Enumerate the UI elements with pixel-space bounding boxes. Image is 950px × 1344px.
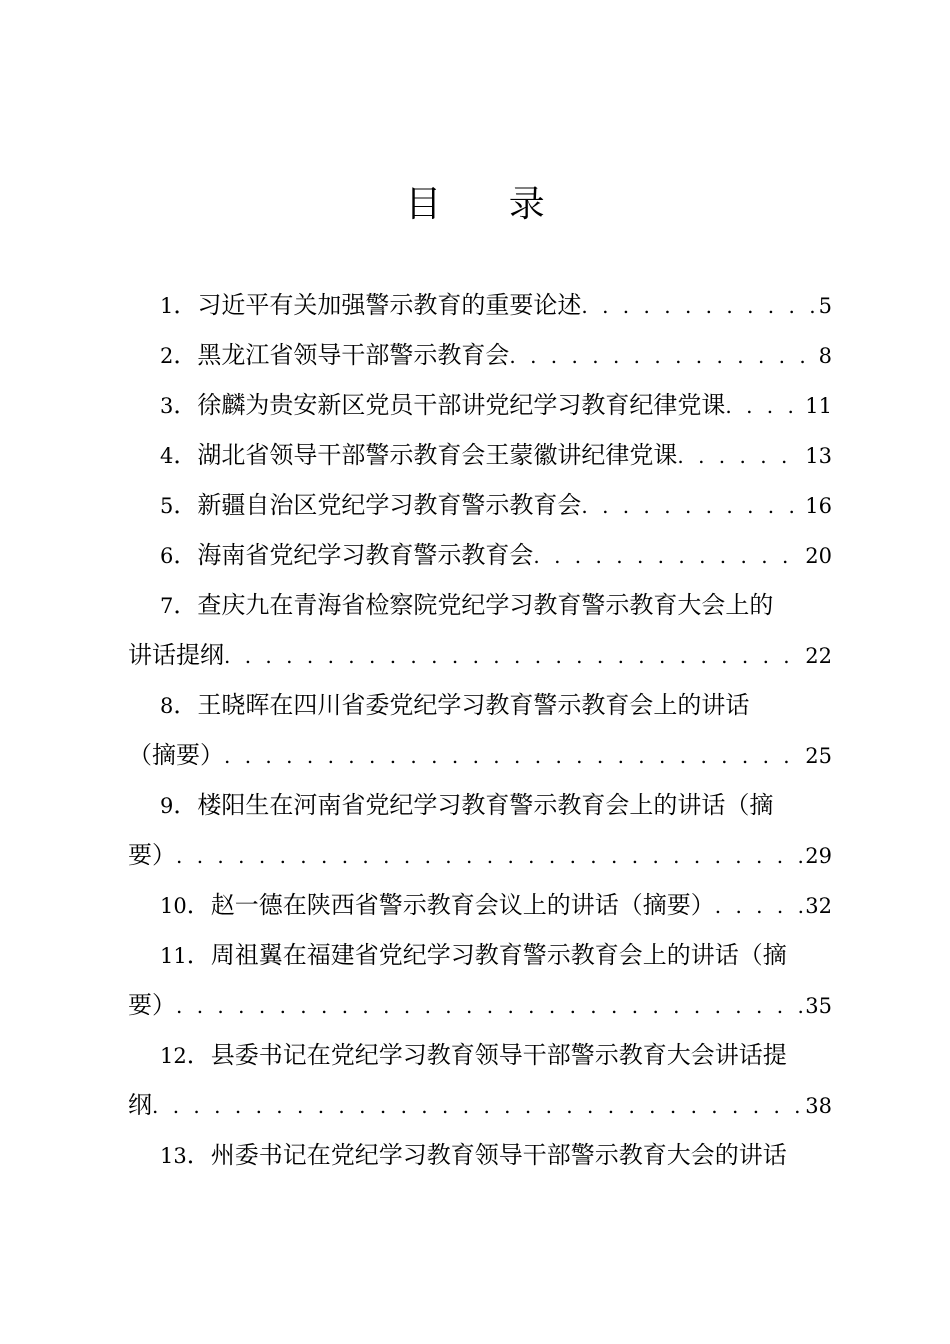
entry-number: 7 <box>160 594 174 618</box>
entry-page: 38 <box>805 1094 832 1118</box>
entry-number: 9 <box>160 794 174 818</box>
entry-title-line1: 周祖翼在福建省党纪学习教育警示教育会上的讲话（摘 <box>210 941 787 969</box>
entry-title-line1: 县委书记在党纪学习教育领导干部警示教育大会讲话提 <box>210 1041 787 1069</box>
entry-number: 11 <box>160 944 187 968</box>
entry-title-line2: 纲 <box>128 1091 152 1119</box>
entry-number: 3 <box>160 394 174 418</box>
entry-title-line2: （摘要） <box>128 741 224 769</box>
entry-title-line1: 楼阳生在河南省党纪学习教育警示教育会上的讲话（摘 <box>197 791 774 819</box>
entry-number: 10 <box>160 894 187 918</box>
table-of-contents <box>128 280 832 1180</box>
entry-page: 25 <box>805 744 832 768</box>
toc-entry-9-cont[interactable] <box>128 830 832 880</box>
dot-leader <box>509 331 816 380</box>
toc-title: 目 录 <box>405 184 573 225</box>
dot-leader <box>715 881 804 930</box>
entry-title: 海南省党纪学习教育警示教育会 <box>197 541 534 569</box>
toc-entry-1[interactable]: 1 ． 习近平有关加强警示教育的重要论述 . . . 5 <box>128 280 832 330</box>
entry-title-line2: 要） <box>128 991 176 1019</box>
entry-page: 29 <box>805 844 832 868</box>
entry-number: 4 <box>160 444 174 468</box>
toc-entry-6[interactable]: 6 ． 海南省党纪学习教育警示教育会 . . . 20 <box>128 530 832 580</box>
entry-title: 黑龙江省领导干部警示教育会 <box>197 341 510 369</box>
toc-entry-9[interactable]: 9 ． 楼阳生在河南省党纪学习教育警示教育会上的讲话（摘 <box>128 780 832 830</box>
entry-number: 6 <box>160 544 174 568</box>
entry-page: 5 <box>818 294 832 318</box>
entry-page: 20 <box>805 544 832 568</box>
entry-title: 习近平有关加强警示教育的重要论述 <box>197 291 582 319</box>
toc-entry-7[interactable]: 7 ． 查庆九在青海省检察院党纪学习教育警示教育大会上的 <box>128 580 832 630</box>
entry-number: 1 <box>160 294 174 318</box>
entry-number: 2 <box>160 344 174 368</box>
entry-page: 16 <box>805 494 832 518</box>
entry-title: 徐麟为贵安新区党员干部讲党纪学习教育纪律党课 <box>197 391 726 419</box>
entry-number: 13 <box>160 1144 187 1168</box>
toc-entry-11[interactable]: 11 ． 周祖翼在福建省党纪学习教育警示教育会上的讲话（摘 <box>128 930 832 980</box>
entry-page: 13 <box>805 444 832 468</box>
dot-leader <box>152 1081 803 1130</box>
dot-leader <box>176 981 803 1030</box>
toc-entry-2[interactable]: 2 ． 黑龙江省领导干部警示教育会 . . . 8 <box>128 330 832 380</box>
entry-title: 赵一德在陕西省警示教育会议上的讲话（摘要） <box>210 891 715 919</box>
entry-title: 新疆自治区党纪学习教育警示教育会 <box>197 491 582 519</box>
entry-page: 22 <box>805 644 832 668</box>
toc-entry-12[interactable]: 12 ． 县委书记在党纪学习教育领导干部警示教育大会讲话提 <box>128 1030 832 1080</box>
entry-page: 32 <box>805 894 832 918</box>
toc-entry-8[interactable]: 8 ． 王晓晖在四川省委党纪学习教育警示教育会上的讲话 <box>128 680 832 730</box>
entry-page: 35 <box>805 994 832 1018</box>
entry-page: 8 <box>818 344 832 368</box>
dot-leader <box>581 281 816 330</box>
toc-entry-7-cont[interactable] <box>128 630 832 680</box>
toc-entry-3[interactable]: 3 ． 徐麟为贵安新区党员干部讲党纪学习教育纪律党课 . . . 11 <box>128 380 832 430</box>
entry-title-line1: 王晓晖在四川省委党纪学习教育警示教育会上的讲话 <box>197 691 750 719</box>
dot-leader <box>677 431 803 480</box>
toc-entry-11-cont[interactable] <box>128 980 832 1030</box>
dot-leader <box>725 381 803 430</box>
entry-page: 11 <box>805 394 832 418</box>
toc-entry-8-cont[interactable] <box>128 730 832 780</box>
entry-title-line1: 查庆九在青海省检察院党纪学习教育警示教育大会上的 <box>197 591 774 619</box>
toc-entry-5[interactable]: 5 ． 新疆自治区党纪学习教育警示教育会 . . . 16 <box>128 480 832 530</box>
entry-number: 12 <box>160 1044 187 1068</box>
entry-title-line1: 州委书记在党纪学习教育领导干部警示教育大会的讲话 <box>210 1141 787 1169</box>
entry-title: 湖北省领导干部警示教育会王蒙徽讲纪律党课 <box>197 441 678 469</box>
entry-title-line2: 要） <box>128 841 176 869</box>
toc-entry-4[interactable]: 4 ． 湖北省领导干部警示教育会王蒙徽讲纪律党课 . . . 13 <box>128 430 832 480</box>
dot-leader <box>533 531 803 580</box>
dot-leader <box>176 831 803 880</box>
dot-leader <box>581 481 803 530</box>
toc-entry-10[interactable]: 10 ． 赵一德在陕西省警示教育会议上的讲话（摘要） . . . 32 <box>128 880 832 930</box>
entry-number: 5 <box>160 494 174 518</box>
dot-leader <box>224 631 803 680</box>
dot-leader <box>224 731 803 780</box>
toc-entry-13[interactable]: 13 ． 州委书记在党纪学习教育领导干部警示教育大会的讲话 <box>128 1130 832 1180</box>
entry-title-line2: 讲话提纲 <box>128 641 224 669</box>
entry-number: 8 <box>160 694 174 718</box>
toc-entry-12-cont[interactable] <box>128 1080 832 1130</box>
